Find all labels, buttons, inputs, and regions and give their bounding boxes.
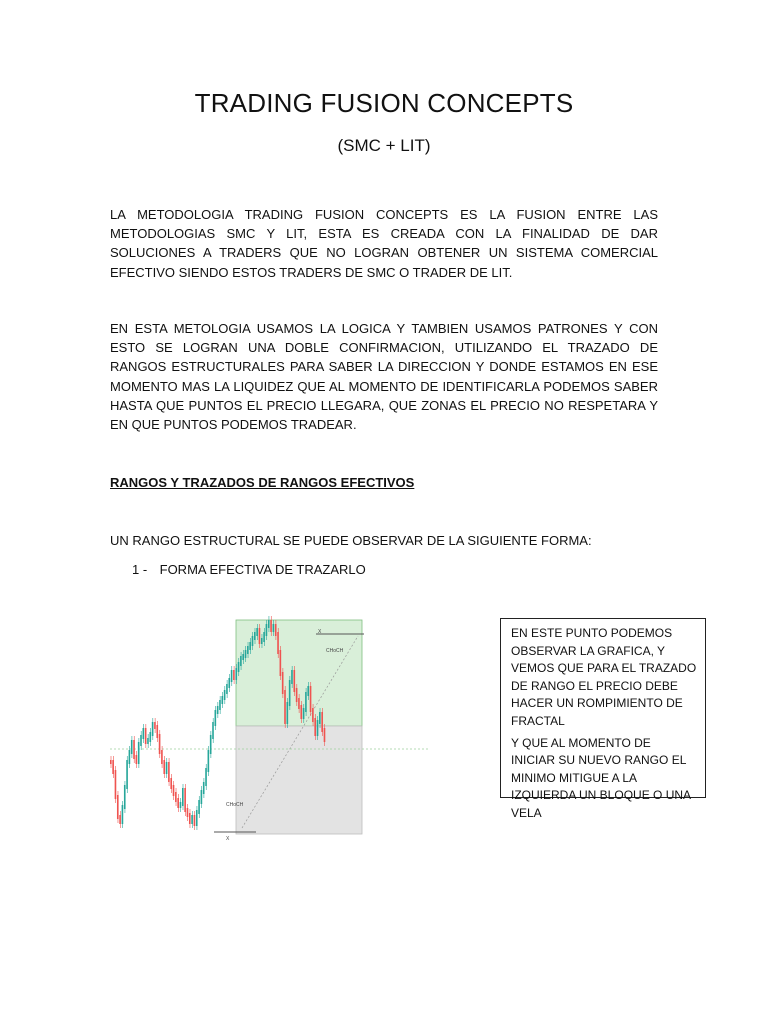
candle-body (235, 668, 237, 680)
section-heading: RANGOS Y TRAZADOS DE RANGOS EFECTIVOS (110, 475, 415, 490)
candle-body (312, 708, 314, 722)
candle-body (138, 742, 140, 764)
candle-body (191, 815, 193, 824)
x-low-label: X (226, 836, 230, 842)
candle-body (133, 740, 135, 759)
candle-body (293, 670, 295, 692)
candle-body (303, 708, 305, 719)
candle-body (180, 802, 182, 808)
candle-body (284, 690, 286, 724)
candle-body (277, 632, 279, 654)
candle-body (280, 650, 282, 676)
candle-body (173, 785, 175, 796)
candle-body (317, 720, 319, 736)
candle-body (175, 792, 177, 802)
candle-body (143, 728, 145, 739)
candle-body (149, 732, 151, 742)
candle-body (112, 760, 114, 774)
candle-body (215, 710, 217, 726)
candle-body (196, 810, 198, 826)
candle-body (324, 728, 326, 742)
x-high-label: X (318, 629, 322, 635)
candle-body (268, 620, 270, 628)
choch-low-label: CHoCH (226, 802, 244, 808)
list-item (132, 562, 366, 577)
candle-body (152, 722, 154, 736)
candle-body (140, 735, 142, 746)
candle-body (184, 788, 186, 812)
candle-body (291, 670, 293, 684)
candle-body (217, 706, 219, 714)
candle-body (296, 688, 298, 702)
candle-body (117, 795, 119, 819)
candle-body (124, 785, 126, 809)
candle-body (242, 654, 244, 660)
candle-body (208, 750, 210, 772)
candle-body (126, 760, 128, 789)
candle-body (270, 620, 272, 632)
candle-body (182, 788, 184, 806)
candle-body (161, 750, 163, 764)
candle-body (205, 768, 207, 786)
candle-body (145, 728, 147, 744)
candle-body (238, 662, 240, 672)
candle-body (226, 684, 228, 694)
intro-paragraph: LA METODOLOGIA TRADING FUSION CONCEPTS ES LA FUSION ENTRE LAS METODOLOGIAS SMC Y LIT, ESTA ES CREADA CON LA FINALIDAD DE DAR SOLUCIONES A TRADERS QUE NO LOGRAN OBTENER UN SISTEMA COMERCIAL EFECTIVO SIENDO ESTOS TRADERS DE SMC O TRADER DE LIT. (110, 207, 658, 280)
candle-body (198, 800, 200, 814)
candle-body (189, 813, 191, 824)
candle-body (115, 770, 117, 799)
candle-body (310, 686, 312, 712)
candle-body (136, 755, 138, 764)
candle-body (170, 778, 172, 789)
candle-body (119, 815, 121, 824)
candle-body (122, 805, 124, 824)
candle-body (201, 790, 203, 804)
note-paragraph-2: Y QUE AL MOMENTO DE INICIAR SU NUEVO RANGO EL MINIMO MITIGUE A LA IZQUIERDA UN BLOQUE O UNA VELA (511, 735, 691, 820)
candle-body (247, 646, 249, 654)
candle-body (321, 712, 323, 732)
candle-body (156, 725, 158, 738)
candle-body (300, 705, 302, 719)
candle-body (231, 670, 233, 682)
list-item-text: FORMA EFECTIVA DE TRAZARLO (159, 562, 366, 577)
candle-body (224, 690, 226, 700)
candle-body (261, 638, 263, 644)
candle-body (282, 672, 284, 694)
candle-body (319, 712, 321, 724)
candle-body (194, 815, 196, 826)
document-subtitle: (SMC + LIT) (337, 136, 431, 155)
explanation-note-box (500, 618, 706, 820)
candle-body (252, 636, 254, 646)
candle-body (110, 760, 112, 764)
candle-body (159, 734, 161, 754)
candle-body (233, 670, 235, 680)
candle-body (166, 762, 168, 774)
candle-body (221, 696, 223, 704)
candle-body (131, 740, 133, 754)
candle-body (228, 678, 230, 688)
candle-body (187, 808, 189, 817)
structural-range-intro: UN RANGO ESTRUCTURAL SE PUEDE OBSERVAR DE LA SIGUIENTE FORMA: (110, 533, 592, 548)
candle-body (256, 628, 258, 636)
candle-body (219, 700, 221, 710)
candle-body (289, 680, 291, 706)
candlestick-chart (106, 612, 432, 844)
candle-body (287, 702, 289, 724)
candle-body (314, 718, 316, 736)
candle-body (254, 632, 256, 640)
candle-body (307, 686, 309, 696)
candle-body (275, 624, 277, 636)
candle-body (212, 722, 214, 739)
candle-body (249, 642, 251, 650)
candle-body (163, 760, 165, 774)
candle-body (245, 650, 247, 658)
methodology-paragraph: EN ESTA METOLOGIA USAMOS LA LOGICA Y TAMBIEN USAMOS PATRONES Y CON ESTO SE LOGRAN UNA DOBLE CONFIRMACION, UTILIZANDO EL TRAZADO DE RANGOS ESTRUCTURALES PARA SABER LA DIRECCION Y DONDE ESTAMOS EN ESE MOMENTO MAS LA LIQUIDEZ QUE AL MOMENTO DE IDENTIFICARLA PODEMOS SABER HASTA QUE PUNTOS EL PRECIO LLEGARA, QUE ZONAS EL PRECIO NO RESPETARA Y EN QUE PUNTOS PODEMOS TRADEAR. (110, 321, 658, 433)
candle-body (210, 735, 212, 754)
candle-body (298, 698, 300, 709)
candle-body (147, 738, 149, 744)
candle-body (305, 692, 307, 712)
lower-range-zone (236, 726, 362, 834)
candle-body (259, 628, 261, 644)
candle-body (263, 632, 265, 642)
candle-body (154, 722, 156, 729)
candle-body (129, 750, 131, 764)
candle-body (273, 624, 275, 632)
candle-body (177, 798, 179, 808)
list-item-number: 1 - (132, 562, 148, 577)
candle-body (203, 782, 205, 794)
candle-body (168, 762, 170, 782)
candle-body (266, 624, 268, 636)
candle-body (240, 656, 242, 666)
candlestick-chart-figure (106, 612, 432, 844)
choch-high-label: CHoCH (326, 648, 344, 654)
note-paragraph-1: EN ESTE PUNTO PODEMOS OBSERVAR LA GRAFICA, Y VEMOS QUE PARA EL TRAZADO DE RANGO EL PRECIO DEBE HACER UN ROMPIMIENTO DE FRACTAL (511, 626, 697, 728)
document-title: TRADING FUSION CONCEPTS (194, 88, 574, 118)
